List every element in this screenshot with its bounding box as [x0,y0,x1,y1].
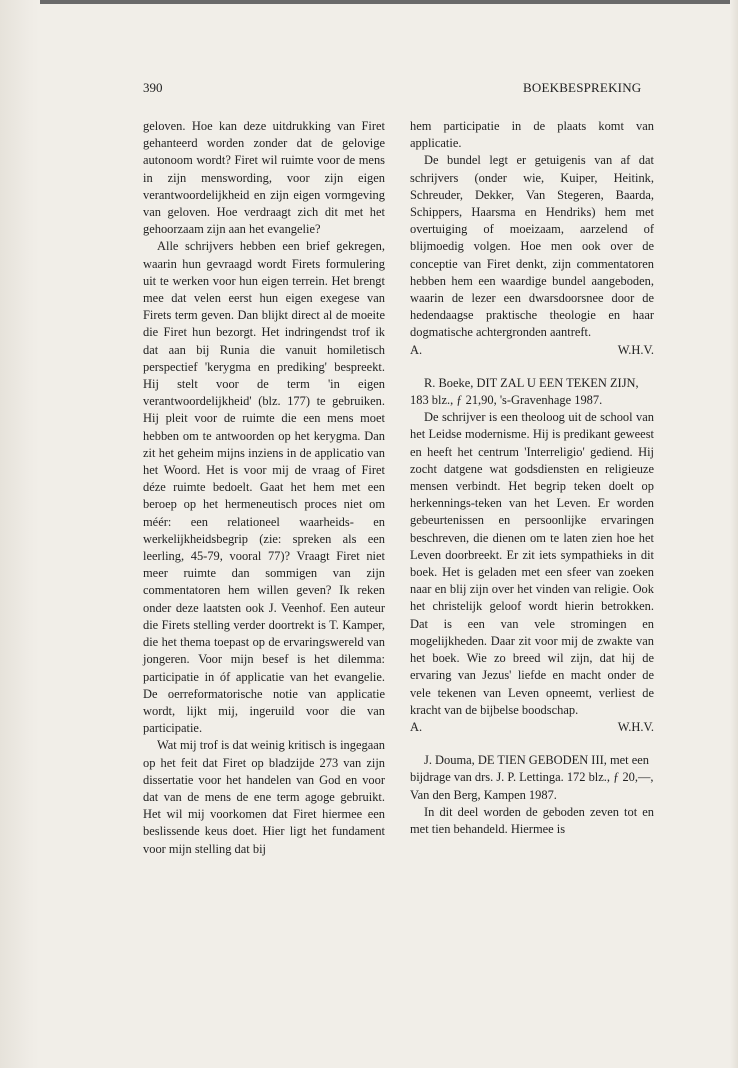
signature-initial: A. [410,719,423,734]
signature-author: W.H.V. [617,719,654,734]
scan-edge-top [0,0,738,4]
left-column [143,118,385,858]
left-paragraph-2: Alle schrijvers hebben een brief gekregen, waarin hun gevraagd wordt Firets formulering uit te werken voor hun eigen terrein. Het brengt mee dat velen eerst hun eigen exegese van Firets term geven. Dan blijkt direct al de moeite die Firet hun bezorgt. Het indringendst trof ik dat aan bij Runia die vanuit homiletisch perspectief 'kerygma en prediking' bespreekt. Hij stelt voor de term 'in eigen verantwoordelijkheid' (blz. 177) te gebruiken. Hij pleit voor de ruimte die een mens moet hebben om te antwoorden op het kerygma. Dan zit het geheim mijns inziens in de applicatio van het Woord. Het is voor mij de vraag of Firet déze ruimte bedoelt. Gaat het hem met een beroep op het hermeneutisch proces niet om méér: een relationeel waarheids- en werkelijkheidsbegrip (zie: spreken als een leerling, 45-79, vooral 77)? Vraagt Firet niet meer ruimte dan sommigen van zijn commentatoren hem willen geven? Ik reken onder deze laatsten ook J. Veenhof. Een auteur die Firets stelling verder doortrekt is T. Kamper, die het thema toepast op de ervaringswereld van jongeren. Voor mijn besef is het dilemma: participatie in óf applicatie van het evangelie. De oerreformatorische notie van applicatie wordt, lijkt mij, ingeruild voor die van participatie. [143,239,385,736]
review-2-signature [410,719,654,736]
review-2-heading: R. Boeke, DIT ZAL U EEN TEKEN ZIJN, 183 blz., ƒ 21,90, 's-Gravenhage 1987. [410,375,639,408]
running-head: BOEKBESPREKING [523,80,642,95]
right-column [410,118,654,838]
scan-edge-right [730,0,738,1068]
right-paragraph-1: hem participatie in de plaats komt van applicatie. [410,119,654,151]
page-number: 390 [143,80,163,95]
signature-author: W.H.V. [617,342,654,357]
signature-initial: A. [410,342,423,357]
review-3-heading: J. Douma, DE TIEN GEBODEN III, met een bijdrage van drs. J. P. Lettinga. 172 blz., ƒ 20,—, Van den Berg, Kampen 1987. [410,753,654,802]
review-1-signature [410,342,654,359]
left-paragraph-1: geloven. Hoe kan deze uitdrukking van Firet gehanteerd worden zonder dat de gelovige autonoom wordt? Firet wil ruimte voor de mens in zijn menswording, voor zijn eigen verantwoordelijkheid en zijn eigen vormgeving van geloven. Hoe verdraagt zich dit met het gehoorzaam zijn aan het evangelie? [143,119,385,237]
right-paragraph-2: De bundel legt er getuigenis van af dat schrijvers (onder wie, Kuiper, Heitink, Schreuder, Dekker, Van Stegeren, Baarda, Schippers, Haarsma en Hendriks) hem met overtuiging of moeizaam, aarzelend of blijmoedig volgen. Hoe men ook over de conceptie van Firet denkt, zijn commentatoren hebben hem een waardige bundel aangeboden, waarin de lezer een dwarsdoorsnee door de hedendaagse praktische theologie en haar dogmatische achtergronden aantreft. [410,153,654,340]
review-2-body: De schrijver is een theoloog uit de school van het Leidse modernisme. Hij is predikant geweest en heeft het centrum 'Interreligio' gediend. Hij zocht datgene wat godsdiensten en religieuze mensen verbindt. Het begrip teken doelt op herkennings-teken van het Leven. Er worden gebeurtenissen en persoonlijke ervaringen beschreven, die dienen om te laten zien hoe het Leven doorbreekt. Er zit iets sympathieks in dit boek. Het is geladen met een sfeer van zoeken naar en blij zijn over het vinden van religie. Ook het christelijk geloof wordt hierin betrokken. Dat is een van vele stromingen en mogelijkheden. Daar zit voor mij de zwakte van het boek. Wie zo breed wil zijn, dat hij de ervaring van Jezus' liefde en macht onder de vele tekenen van Leven opneemt, verliest de kracht van de bijbelse boodschap. [410,410,654,717]
review-3-body: In dit deel worden de geboden zeven tot en met tien behandeld. Hiermee is [410,804,654,836]
left-paragraph-3: Wat mij trof is dat weinig kritisch is ingegaan op het feit dat Firet op bladzijde 273 van zijn dissertatie voor het handelen van God en voor dat van de mens de ene term agoge gebruikt. Het wil mij voorkomen dat Firet hiermee een beslissende keus doet. Hier ligt het fundament voor mijn stelling dat bij [143,738,385,856]
scan-edge-left [0,0,40,1068]
